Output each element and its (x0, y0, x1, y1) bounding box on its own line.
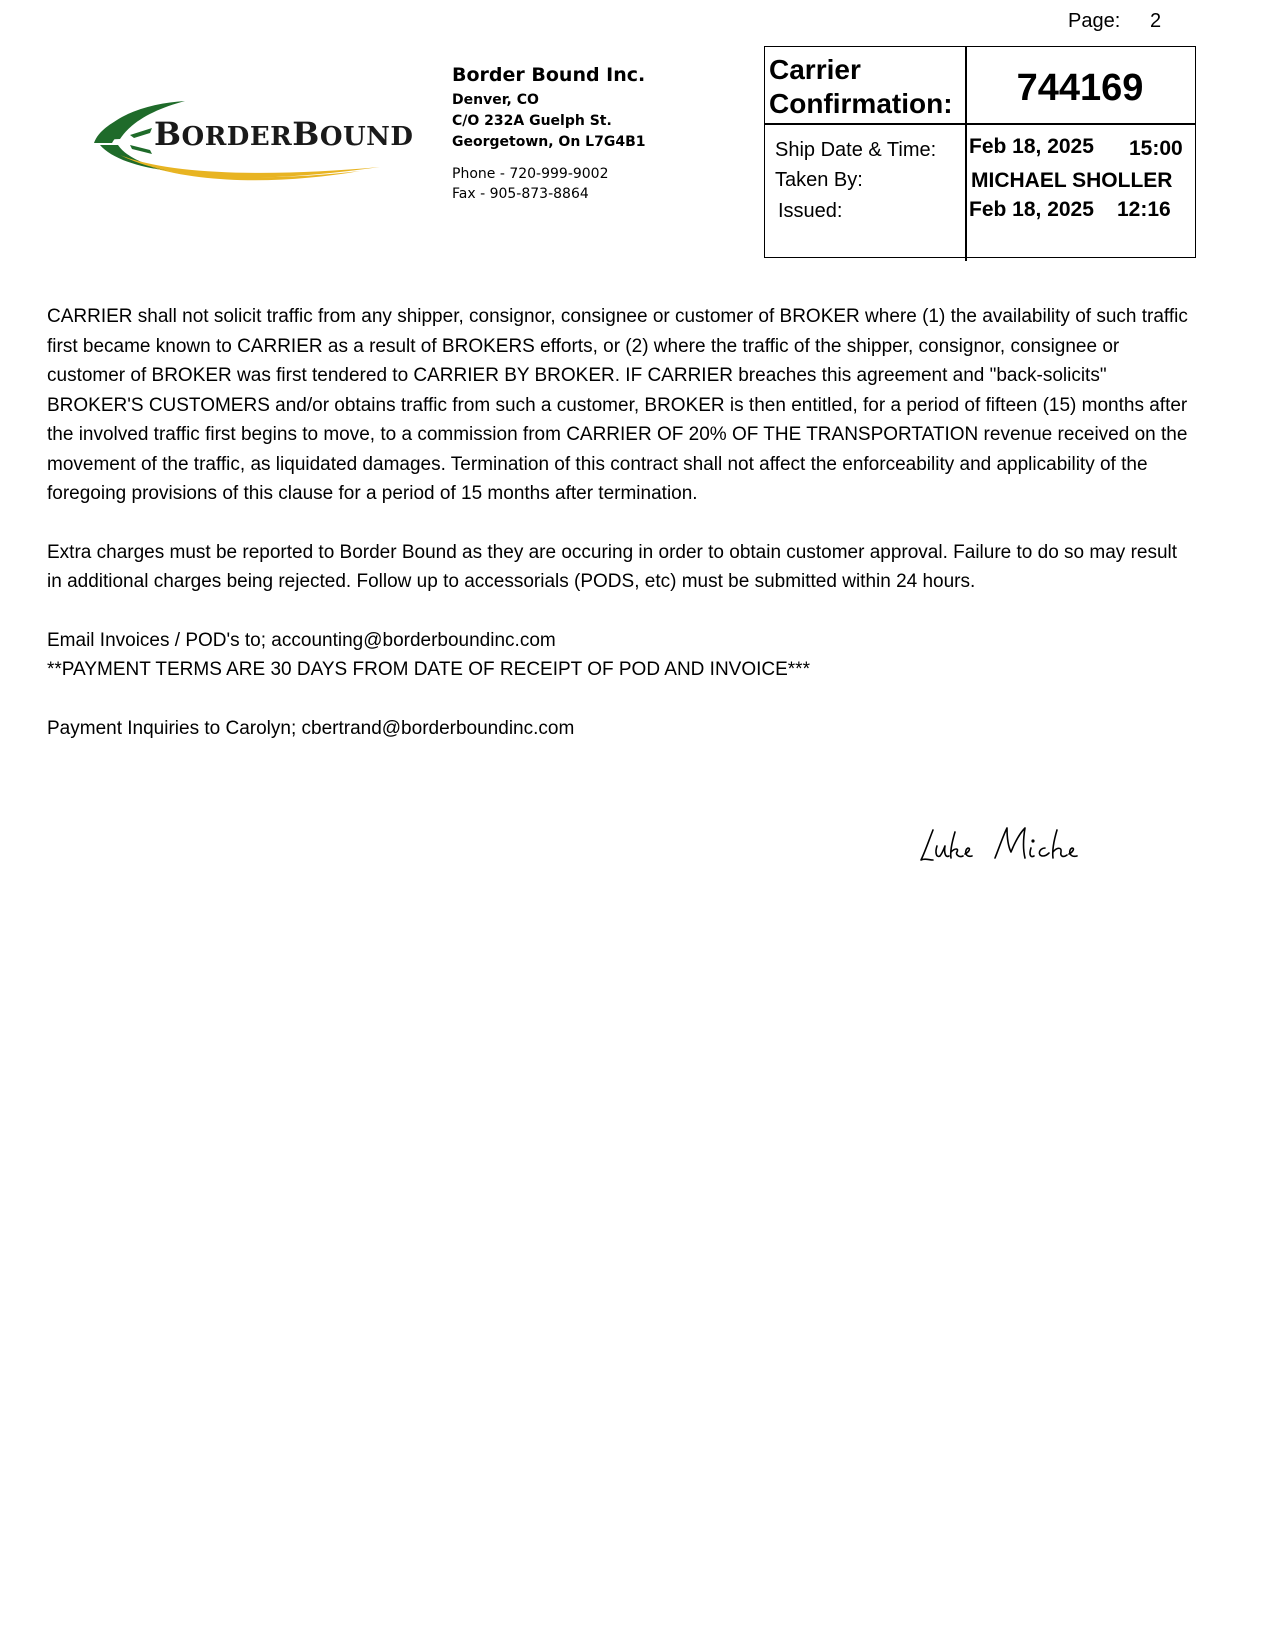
company-name: Border Bound Inc. (452, 64, 646, 86)
company-phone: Phone - 720-999-9002 (452, 166, 609, 182)
handwritten-signature (915, 818, 1105, 878)
taken-by-value: MICHAEL SHOLLER (971, 169, 1173, 192)
taken-by-label: Taken By: (775, 169, 863, 191)
company-city: Denver, CO (452, 92, 539, 108)
email-invoices-line: Email Invoices / POD's to; accounting@borderboundinc.com (47, 629, 556, 651)
carrier-confirmation-box (764, 46, 1196, 258)
company-fax: Fax - 905-873-8864 (452, 186, 589, 202)
issued-time-value: 12:16 (1117, 198, 1171, 221)
back-solicit-clause: CARRIER shall not solicit traffic from any shipper, consignor, consignee or customer of BROKER where (1) the availability of such traffic first became known to CARRIER as a result of BROKERS efforts, or (2) where the traffic of the shipper, consignor, consignee or customer of BROKER was first tendered to CARRIER BY BROKER. IF CARRIER breaches this agreement and "back-solicits" BROKER'S CUSTOMERS and/or obtains traffic from such a customer, BROKER is then entitled, for a period of fifteen (15) months after the involved traffic first begins to move, to a commission from CARRIER OF 20% OF THE TRANSPORTATION revenue received on the movement of the traffic, as liquidated damages. Termination of this contract shall not affect the enforceability and applicability of the foregoing provisions of this clause for a period of 15 months after termination. (47, 306, 1188, 504)
borderbound-logo (90, 95, 414, 190)
issued-label: Issued: (778, 200, 843, 222)
company-address-line1: C/O 232A Guelph St. (452, 113, 612, 129)
signature (915, 818, 1105, 878)
company-address-line2: Georgetown, On L7G4B1 (452, 134, 646, 150)
page-number: 2 (1150, 10, 1162, 32)
confirmation-number: 744169 (1016, 67, 1144, 109)
company-info (452, 66, 645, 207)
ship-date-value: Feb 18, 2025 (969, 135, 1094, 158)
page-label: Page: (1068, 10, 1121, 32)
terms-body (47, 302, 1197, 743)
extra-charges-paragraph: Extra charges must be reported to Border Bound as they are occuring in order to obtain customer approval. Failure to do so may result in additional charges being rejected. Follow up to accessorials (PODS, etc) must be submitted within 24 hours. (47, 541, 1178, 592)
payment-terms-line: **PAYMENT TERMS ARE 30 DAYS FROM DATE OF RECEIPT OF POD AND INVOICE*** (47, 659, 810, 680)
logo-wordmark: BORDERBOUND (154, 115, 414, 153)
ship-time-value: 15:00 (1129, 137, 1183, 160)
issued-date-value: Feb 18, 2025 (969, 198, 1094, 221)
ship-date-label: Ship Date & Time: (775, 139, 937, 161)
payment-inquiries-line: Payment Inquiries to Carolyn; cbertrand@borderboundinc.com (47, 717, 575, 739)
confirmation-label: Carrier Confirmation: (769, 54, 953, 119)
